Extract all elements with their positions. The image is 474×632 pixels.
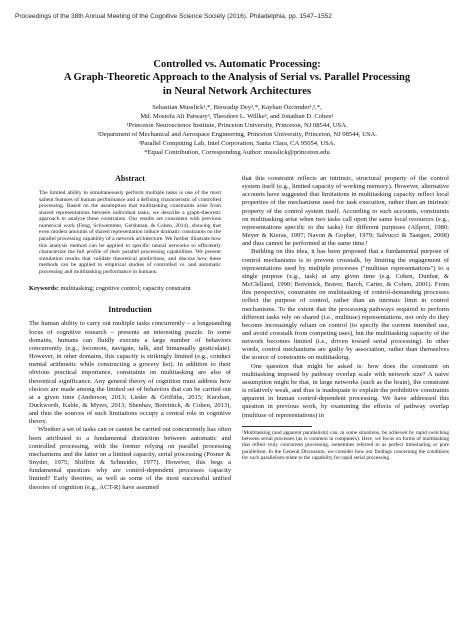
left-column [29,175,231,492]
author-block [20,103,454,157]
corresponding-author: *Equal Contribution, Corresponding Author: musslick@princeton.edu [144,149,330,156]
keywords [29,285,231,293]
proceedings-header: Proceedings of the 38th Annual Meeting of the Cognitive Science Society (2016). Philadelphia, pp. 1547–1552 [15,13,332,20]
right-column [242,175,449,461]
introduction-heading: Introduction [108,305,152,315]
keywords-text: multitasking; cognitive control; capacity constraint [60,285,191,293]
abstract-text: The limited ability to simultaneously perform multiple tasks is one of the most salient features of human performance and a defining characteristic of controlled processing. Based on the assumption that multitasking constraints arise from shared representations between individual tasks, we describe a graph-theoretic approach to analyze these constraints. Our results are consistent with previous numerical work (Feng, Schwemmer, Gershman, & Cohen, 2014), showing that even modest amounts of shared representation induce dramatic constraints on the parallel processing capability of a network architecture. We further illustrate how this analysis method can be applied to specific neural networks to efficiently characterize the full profile of their parallel processing capabilities. We present simulation results that validate theoretical predictions, and discuss how these methods can be applied to empirical studies of controlled vs. and automatic processing and multitasking performance in humans. [39,190,221,275]
body-paragraph: Building on this idea, it has been proposed that a fundamental purpose of control mechanisms is to prevent crosstalk, by limiting the engagement of representations used by multiple processes ("multiuse representations") to a single purpose (e.g., task) at any given time (e.g. Cohen, Dunbar, & McClelland, 1990; Botvinick, Braver, Barch, Carter, & Cohen, 2001). From this perspective, constraints on multitasking of control-demanding processes reflect the purpose of control, rather than an intrinsic limit in control mechanisms. To the extent that the processing pathways required to perform different tasks rely on shared (i.e., multiuse) representations, not only do they become increasingly reliant on control (to specify the current intended use, and avoid crosstalk from competing uses), but the multitasking capacity of the network becomes limited (i.e., driven toward serial processing). In other words, control mechanisms are guilty by association, rather than themselves the source of constraints on multitasking. [242,248,449,362]
title-line: Controlled vs. Automatic Processing: [153,59,321,70]
affiliation: ¹Princeton Neuroscience Institute, Princeton University, Princeton, NJ 08544, USA. [126,122,348,129]
affiliation: ³Parallel Computing Lab, Intel Corporation, Santa Clara, CA 95054, USA. [138,140,336,147]
title-line: in Neural Network Architectures [162,85,312,97]
authors-line: Sebastian Musslick¹,*, Biswadip Dey²,*, Kayhan Özcimder¹,²,*, [152,104,322,111]
footnote [242,430,449,461]
body-paragraph: that this constraint reflects an intrinsic, structural property of the control system itself (e.g., limited capacity of working memory). However, alternative accounts have suggested that limitations in multitasking capacity reflect local properties of the mechanisms used for task execution, rather than an intrinsic property of the control system itself. According to such accounts, constraints on multitasking arise when two tasks call upon the same local resources (e.g., representations specific to the tasks) for different purposes (Allport, 1980; Meyer & Kieras, 1997; Navon & Gopher, 1979; Salvucci & Taatgen, 2008) and thus cannot be performed at the same time.¹ [242,175,449,248]
body-paragraph: One question that might be asked is: how does the constraint on multitasking imposed by pathway overlap scale with network size? A naive assumption might be that, in large networks (such as the brain), the constraint is relatively weak, and thus is inadequate to explain the prohibitive constraints apparent in human control-dependent processing. We have addressed this question in previous work, by examining the effects of pathway overlap (multiuse of representations) in [242,362,449,419]
intro-paragraph: The human ability to carry out multiple tasks concurrently – a longstanding focus of cognitive research – presents an interesting puzzle. In some domains, humans can fluidly execute a large number of behaviors concurrently (e.g., locomote, navigate, talk, and bimanually gesticulate). However, in other domains, this capacity is strikingly limited (e.g., conduct mental arithmetic while constructing a grocery list). In addition to their obvious practical importance, constraints on multitasking are also of theoretical significance. Any general theory of cognition must address how choices are made among the limited set of behaviors that can be carried out at a given time (Anderson, 2013; Lieder & Griffiths, 2015; Kurzban, Duckworth, Kable, & Myers, 2013; Shenhav, Botvinick, & Cohen, 2013), and thus the sources of such limitations occupy a central role in cognitive theory. [29,320,231,426]
authors-line: Md. Mostofa Ali Patwary³, Theodore L. Willke³, and Jonathan D. Cohen¹ [140,113,334,120]
footnote-divider [242,426,312,427]
keywords-label: Keywords: [29,285,59,293]
affiliation: ²Department of Mechanical and Aerospace Engineering, Princeton University, Princeton, NJ 08544, USA. [97,131,377,138]
title-line: A Graph-Theoretic Approach to the Analysis of Serial vs. Parallel Processing [63,72,411,84]
abstract-body [29,190,231,275]
abstract-heading: Abstract [115,174,145,183]
footnote-text: ¹Multitasking (and apparent parallelism) can, in some situations, be achieved by rapid switching between serial processes (as is common in computers). Here, we focus on forms of multitasking that reflect truly concurrent processing, sometimes referred to as perfect timesharing or pure parallelism. In the General Discussion, we consider how our findings concerning the conditions for such parallelism relate to the capability for rapid serial processing. [242,429,449,461]
paper-title [20,58,454,98]
intro-paragraph: Whether a set of tasks can or cannot be carried out concurrently has often been attributed to a fundamental distinction between automatic and controlled processing, with the former relying on parallel processing mechanisms and the latter on a limited capacity, serial processing (Posner & Snyder, 1975; Shiffrin & Schneider, 1977). However, this begs a fundamental question: why are control-dependent processes capacity limited? Early theories, as well as some of the most successful unified theories of cognition (e.g., ACT-R) have assumed [29,426,231,491]
